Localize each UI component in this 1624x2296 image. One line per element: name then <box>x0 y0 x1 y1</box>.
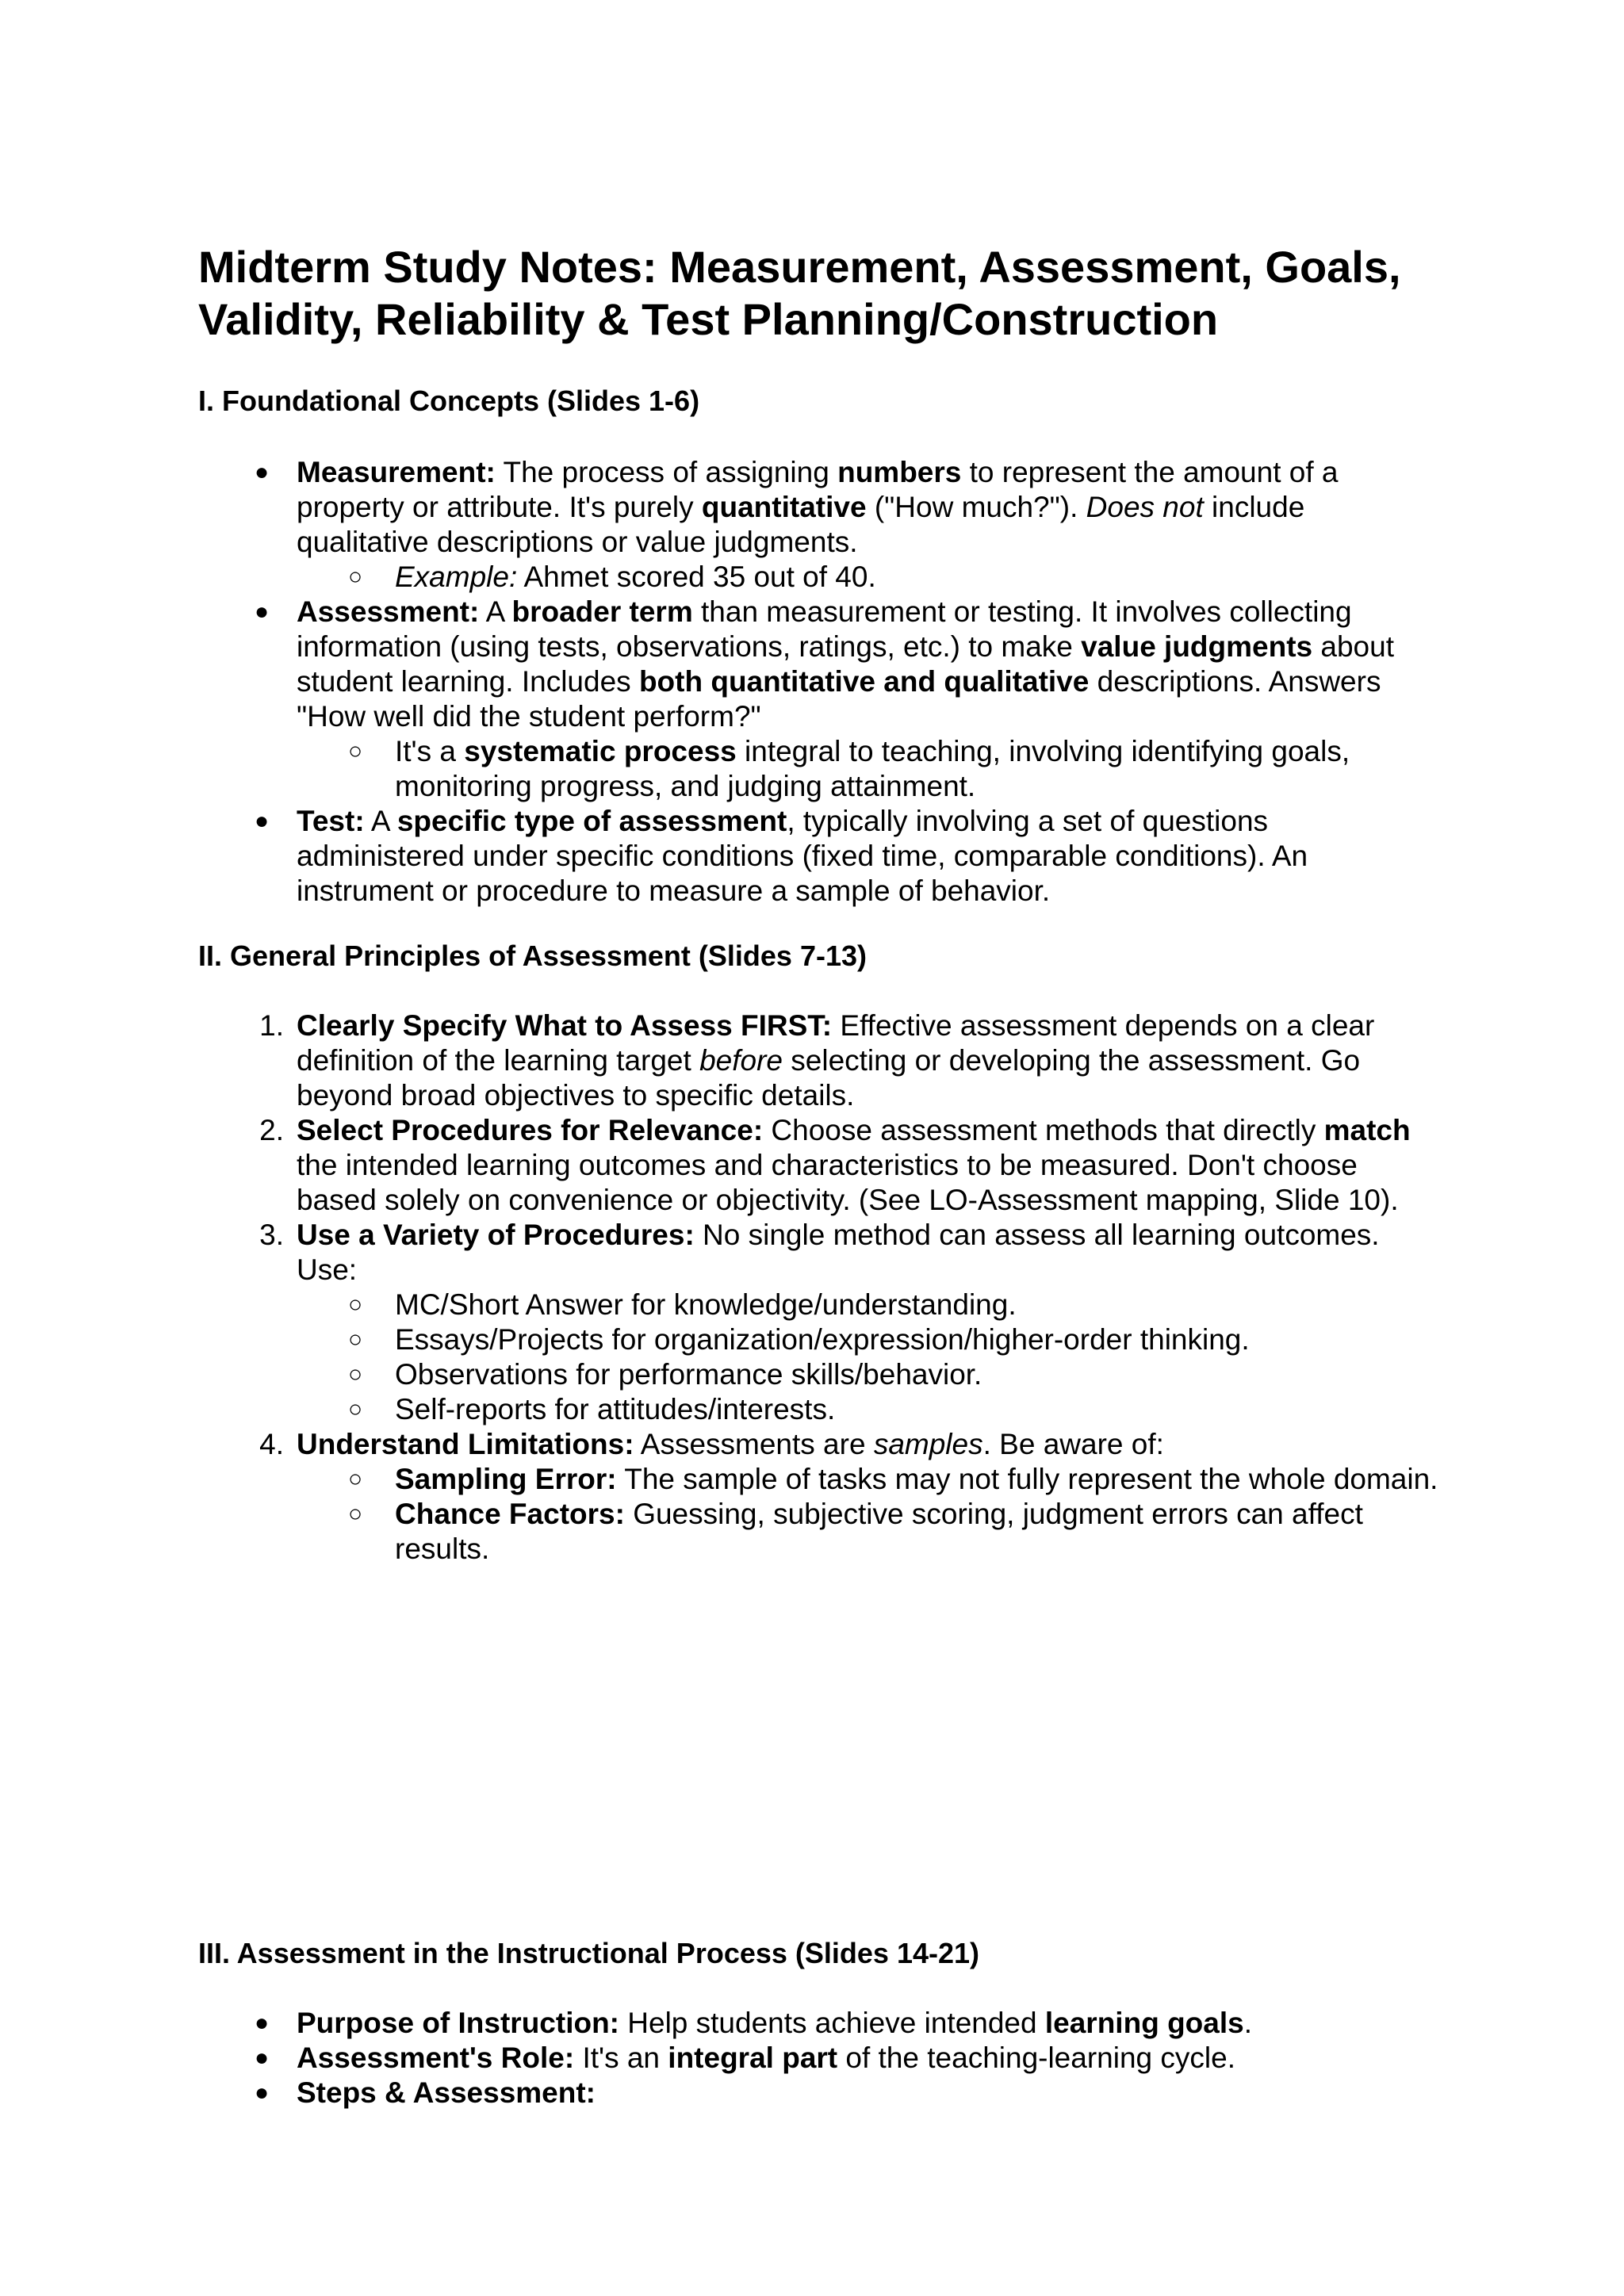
sub-item <box>347 734 1438 804</box>
body-text: No single method can assess all learning outcomes. Use: <box>297 1219 1380 1286</box>
bold-text: Measurement: <box>297 456 496 488</box>
bullet-icon: ● <box>254 2010 270 2036</box>
list-number: 1. <box>259 1009 284 1042</box>
bold-text: numbers <box>837 456 962 488</box>
bullet-icon: ● <box>254 2080 270 2106</box>
body-text: . Be aware of: <box>982 1428 1164 1460</box>
bold-text: Sampling Error: <box>395 1463 617 1495</box>
sub-list <box>297 1288 1438 1427</box>
bold-text: Understand Limitations: <box>297 1428 634 1460</box>
body-text: It's an <box>574 2042 668 2074</box>
body-text: the intended learning outcomes and characteristics to be measured. Don't choose based solely on convenience or objectivity. (See LO-Assessment mapping, Slide 10). <box>297 1149 1399 1216</box>
list-number: 3. <box>259 1219 284 1251</box>
bullet-item <box>254 804 1438 909</box>
document-title: Midterm Study Notes: Measurement, Assessment, Goals, Validity, Reliability & Test Planning/Construction <box>198 242 1401 344</box>
body-text: Ahmet scored 35 out of 40. <box>517 561 876 593</box>
bullet-icon: ● <box>254 808 270 834</box>
body-text: , typically involving a set of questions administered under specific conditions (fixed time, comparable conditions). An instrument or procedure to measure a sample of behavior. <box>297 805 1308 907</box>
section-heading-2: II. General Principles of Assessment (Slides 7-13) <box>198 939 867 972</box>
sub-item-text <box>395 1393 835 1425</box>
italic-text: Does not <box>1086 491 1204 523</box>
bullet-item <box>254 2041 1438 2076</box>
item-text <box>297 1114 1411 1216</box>
bold-text: match <box>1323 1114 1411 1146</box>
hollow-bullet-icon: ○ <box>347 1326 363 1353</box>
item-text <box>297 805 1308 907</box>
italic-text: samples <box>873 1428 983 1460</box>
sub-item-text <box>395 1288 1017 1321</box>
bold-text: specific type of assessment <box>396 805 787 837</box>
bold-text: Test: <box>297 805 365 837</box>
hollow-bullet-icon: ○ <box>347 1292 363 1318</box>
body-text: Guessing, subjective scoring, judgment errors can affect results. <box>395 1498 1363 1565</box>
bold-text: broader term <box>511 595 693 628</box>
body-text: Help students achieve intended <box>619 2007 1045 2039</box>
bold-text: value judgments <box>1081 630 1313 663</box>
numbered-item <box>259 1008 1438 1113</box>
sub-item-text <box>395 1358 982 1391</box>
bullet-icon: ● <box>254 2045 270 2071</box>
item-text <box>297 2007 1252 2039</box>
hollow-bullet-icon: ○ <box>347 1466 363 1492</box>
body-text: Essays/Projects for organization/expression/higher-order thinking. <box>395 1323 1250 1356</box>
item-text <box>297 2076 596 2109</box>
sub-item-text <box>395 1498 1363 1565</box>
body-text: integral to teaching, involving identifying goals, monitoring progress, and judging attainment. <box>395 735 1350 802</box>
sub-item <box>347 560 1438 595</box>
bold-text: Use a Variety of Procedures: <box>297 1219 695 1251</box>
bold-text: Purpose of Instruction: <box>297 2007 619 2039</box>
body-text: to represent the amount of a property or attribute. It's purely <box>297 456 1339 523</box>
bullet-icon: ● <box>254 599 270 625</box>
bold-text: both quantitative and qualitative <box>638 665 1090 698</box>
sub-item-text <box>395 561 876 593</box>
body-text: about student learning. Includes <box>297 630 1394 698</box>
hollow-bullet-icon: ○ <box>347 1501 363 1527</box>
body-text: include qualitative descriptions or value judgments. <box>297 491 1305 558</box>
section-heading-3: III. Assessment in the Instructional Process (Slides 14-21) <box>198 1937 980 1969</box>
bold-text: Steps & Assessment: <box>297 2076 596 2109</box>
body-text: descriptions. Answers "How well did the student perform?" <box>297 665 1381 733</box>
sub-item-text <box>395 1323 1250 1356</box>
bold-text: learning goals <box>1044 2007 1244 2039</box>
numbered-item <box>259 1113 1438 1218</box>
bold-text: Assessment: <box>297 595 480 628</box>
section-1-list <box>254 455 1438 909</box>
item-text <box>297 1009 1374 1112</box>
body-text: Observations for performance skills/behavior. <box>395 1358 982 1391</box>
section-2-list <box>259 1008 1438 1567</box>
body-text: Effective assessment depends on a clear definition of the learning target <box>297 1009 1375 1077</box>
sub-item <box>347 1288 1438 1322</box>
hollow-bullet-icon: ○ <box>347 1361 363 1387</box>
item-text <box>297 1219 1380 1286</box>
bullet-item <box>254 595 1438 804</box>
numbered-item <box>259 1427 1438 1567</box>
body-text: selecting or developing the assessment. Go beyond broad objectives to specific details. <box>297 1044 1361 1112</box>
bold-text: systematic process <box>464 735 737 767</box>
hollow-bullet-icon: ○ <box>347 1396 363 1422</box>
numbered-item <box>259 1218 1438 1427</box>
body-text: of the teaching-learning cycle. <box>837 2042 1235 2074</box>
body-text: It's a <box>395 735 465 767</box>
sub-list <box>297 734 1438 804</box>
body-text: than measurement or testing. It involves collecting information (using tests, observations, ratings, etc.) to make <box>297 595 1352 663</box>
sub-item-text <box>395 1463 1438 1495</box>
body-text: A <box>479 595 512 628</box>
body-text: Choose assessment methods that directly <box>763 1114 1324 1146</box>
bold-text: Select Procedures for Relevance: <box>297 1114 764 1146</box>
section-heading-1: I. Foundational Concepts (Slides 1-6) <box>198 385 700 417</box>
bold-text: quantitative <box>701 491 867 523</box>
body-text: . <box>1243 2007 1252 2039</box>
body-text: Assessments are <box>634 1428 874 1460</box>
bold-text: Assessment's Role: <box>297 2042 575 2074</box>
section-3-list <box>254 2006 1438 2110</box>
italic-text: before <box>699 1044 783 1077</box>
item-text <box>297 456 1339 558</box>
list-number: 4. <box>259 1428 284 1460</box>
item-text <box>297 2042 1235 2074</box>
body-text: The process of assigning <box>495 456 838 488</box>
sub-list <box>297 560 1438 595</box>
bold-text: Chance Factors: <box>395 1498 625 1530</box>
item-text <box>297 1428 1164 1460</box>
sub-list <box>297 1462 1438 1567</box>
body-text: The sample of tasks may not fully represent the whole domain. <box>616 1463 1438 1495</box>
sub-item <box>347 1392 1438 1427</box>
list-number: 2. <box>259 1114 284 1146</box>
body-text: ("How much?"). <box>866 491 1086 523</box>
hollow-bullet-icon: ○ <box>347 564 363 590</box>
sub-item-text <box>395 735 1350 802</box>
hollow-bullet-icon: ○ <box>347 738 363 764</box>
body-text: Self-reports for attitudes/interests. <box>395 1393 836 1425</box>
italic-text: Example: <box>395 561 518 593</box>
item-text <box>297 595 1394 733</box>
body-text: A <box>364 805 397 837</box>
bullet-item <box>254 2006 1438 2041</box>
bold-text: integral part <box>668 2042 838 2074</box>
bullet-item <box>254 455 1438 595</box>
bold-text: Clearly Specify What to Assess FIRST: <box>297 1009 833 1042</box>
bullet-icon: ● <box>254 459 270 485</box>
body-text: MC/Short Answer for knowledge/understanding. <box>395 1288 1017 1321</box>
sub-item <box>347 1462 1438 1497</box>
sub-item <box>347 1497 1438 1567</box>
sub-item <box>347 1357 1438 1392</box>
sub-item <box>347 1322 1438 1357</box>
bullet-item <box>254 2076 1438 2110</box>
